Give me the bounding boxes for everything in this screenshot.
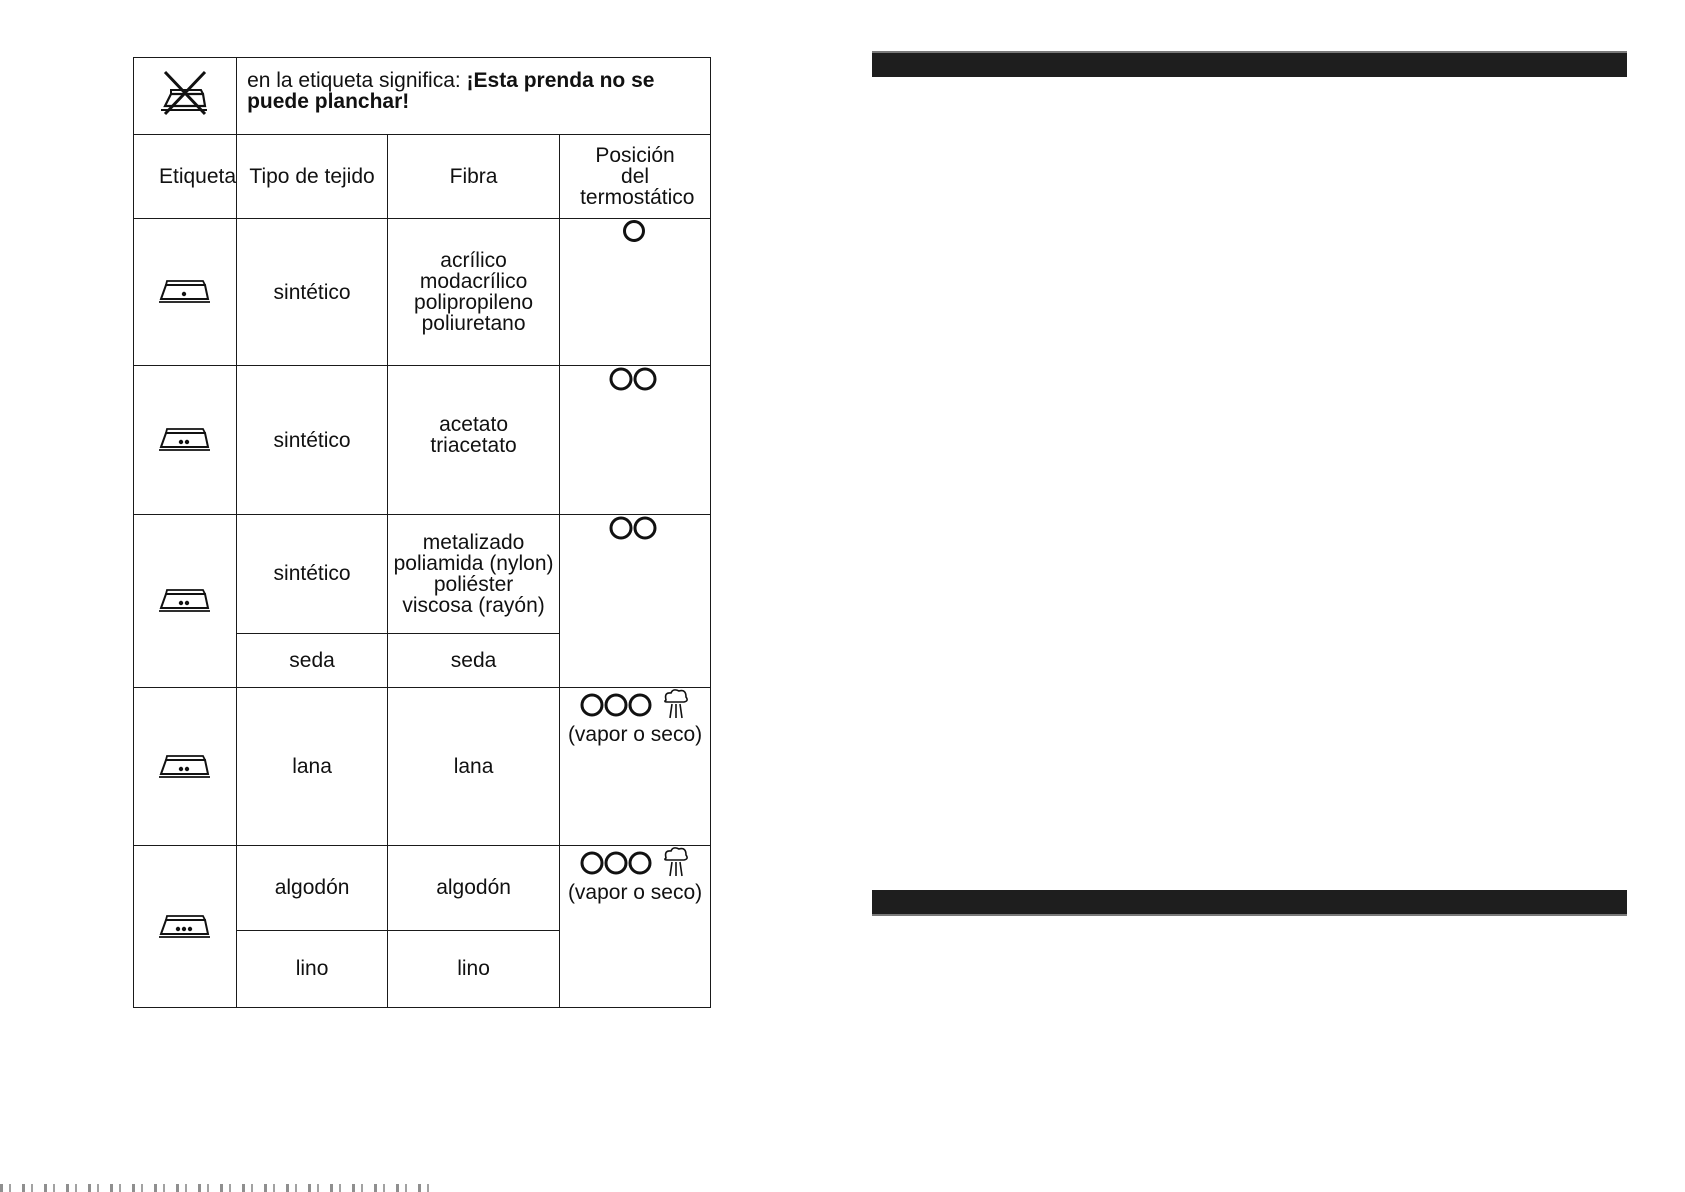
no-iron-icon (157, 70, 213, 118)
iron-two-dots-icon (158, 750, 212, 780)
warning-prefix: en la etiqueta significa: (247, 69, 467, 92)
left-page (0, 0, 842, 1192)
fibra-item: viscosa (rayón) (402, 593, 545, 617)
position-cell (560, 219, 711, 366)
footer-print-marks (0, 1184, 440, 1192)
tipo-cell: sintético (237, 219, 388, 366)
label-cell (134, 688, 237, 846)
fibra-item: modacrílico (419, 270, 528, 293)
fibra-cell: seda (388, 633, 560, 687)
iron-three-dots-icon (158, 910, 212, 940)
fibra-cell (388, 219, 560, 366)
header-etiqueta: Etiqueta (134, 135, 237, 219)
position-cell (560, 515, 711, 688)
label-cell (134, 366, 237, 515)
fibra-item: poliéster (433, 572, 514, 596)
warning-bold: ¡Esta prenda no se puede planchar! (247, 69, 655, 113)
section-bar-top (872, 51, 1627, 77)
fibra-cell: lino (388, 930, 560, 1007)
fibra-item: triacetato (430, 434, 517, 457)
header-fibra: Fibra (388, 135, 560, 219)
header-row (134, 135, 711, 219)
fibra-item: poliuretano (421, 312, 526, 335)
position-cell (560, 846, 711, 1008)
table-row (134, 366, 711, 515)
warning-text (237, 58, 711, 135)
table-row (134, 219, 711, 366)
tipo-cell: sintético (237, 515, 388, 634)
thermostat-two-dots (609, 515, 661, 543)
vapor-note: (vapor o seco) (567, 723, 703, 746)
thermostat-one-dot (622, 219, 648, 245)
steam-icon (662, 846, 690, 878)
position-cell (560, 688, 711, 846)
tipo-cell: sintético (237, 366, 388, 515)
steam-icon (662, 688, 690, 720)
fibra-item: acetato (439, 413, 508, 436)
fibra-cell (388, 515, 560, 634)
fibra-item: poliamida (nylon) (393, 551, 554, 575)
table-row (134, 515, 711, 634)
iron-one-dot-icon (158, 275, 212, 305)
tipo-cell: lana (237, 688, 388, 846)
thermostat-three-dots (580, 692, 656, 720)
warning-row (134, 58, 711, 135)
right-page (842, 0, 1685, 1192)
section-bar-bottom (872, 890, 1627, 916)
ironing-guide-table (133, 57, 711, 1008)
table-row (134, 688, 711, 846)
position-cell (560, 366, 711, 515)
thermostat-two-dots (609, 366, 661, 394)
tipo-cell: algodón (237, 846, 388, 931)
thermostat-three-dots (580, 850, 656, 878)
table-row (134, 846, 711, 931)
label-cell (134, 219, 237, 366)
fibra-cell: algodón (388, 846, 560, 931)
iron-two-dots-icon (158, 584, 212, 614)
fibra-cell (388, 366, 560, 515)
vapor-note: (vapor o seco) (567, 881, 703, 904)
tipo-cell: seda (237, 633, 388, 687)
fibra-item: polipropileno (414, 291, 534, 314)
no-iron-cell (134, 58, 237, 135)
fibra-item: metalizado (422, 530, 525, 554)
fibra-cell: lana (388, 688, 560, 846)
tipo-cell: lino (237, 930, 388, 1007)
iron-two-dots-icon (158, 423, 212, 453)
fibra-item: acrílico (440, 249, 507, 272)
header-posicion-text: Posición del termostático (580, 144, 695, 209)
label-cell (134, 846, 237, 1008)
header-posicion (560, 135, 711, 219)
header-tipo: Tipo de tejido (237, 135, 388, 219)
label-cell (134, 515, 237, 688)
